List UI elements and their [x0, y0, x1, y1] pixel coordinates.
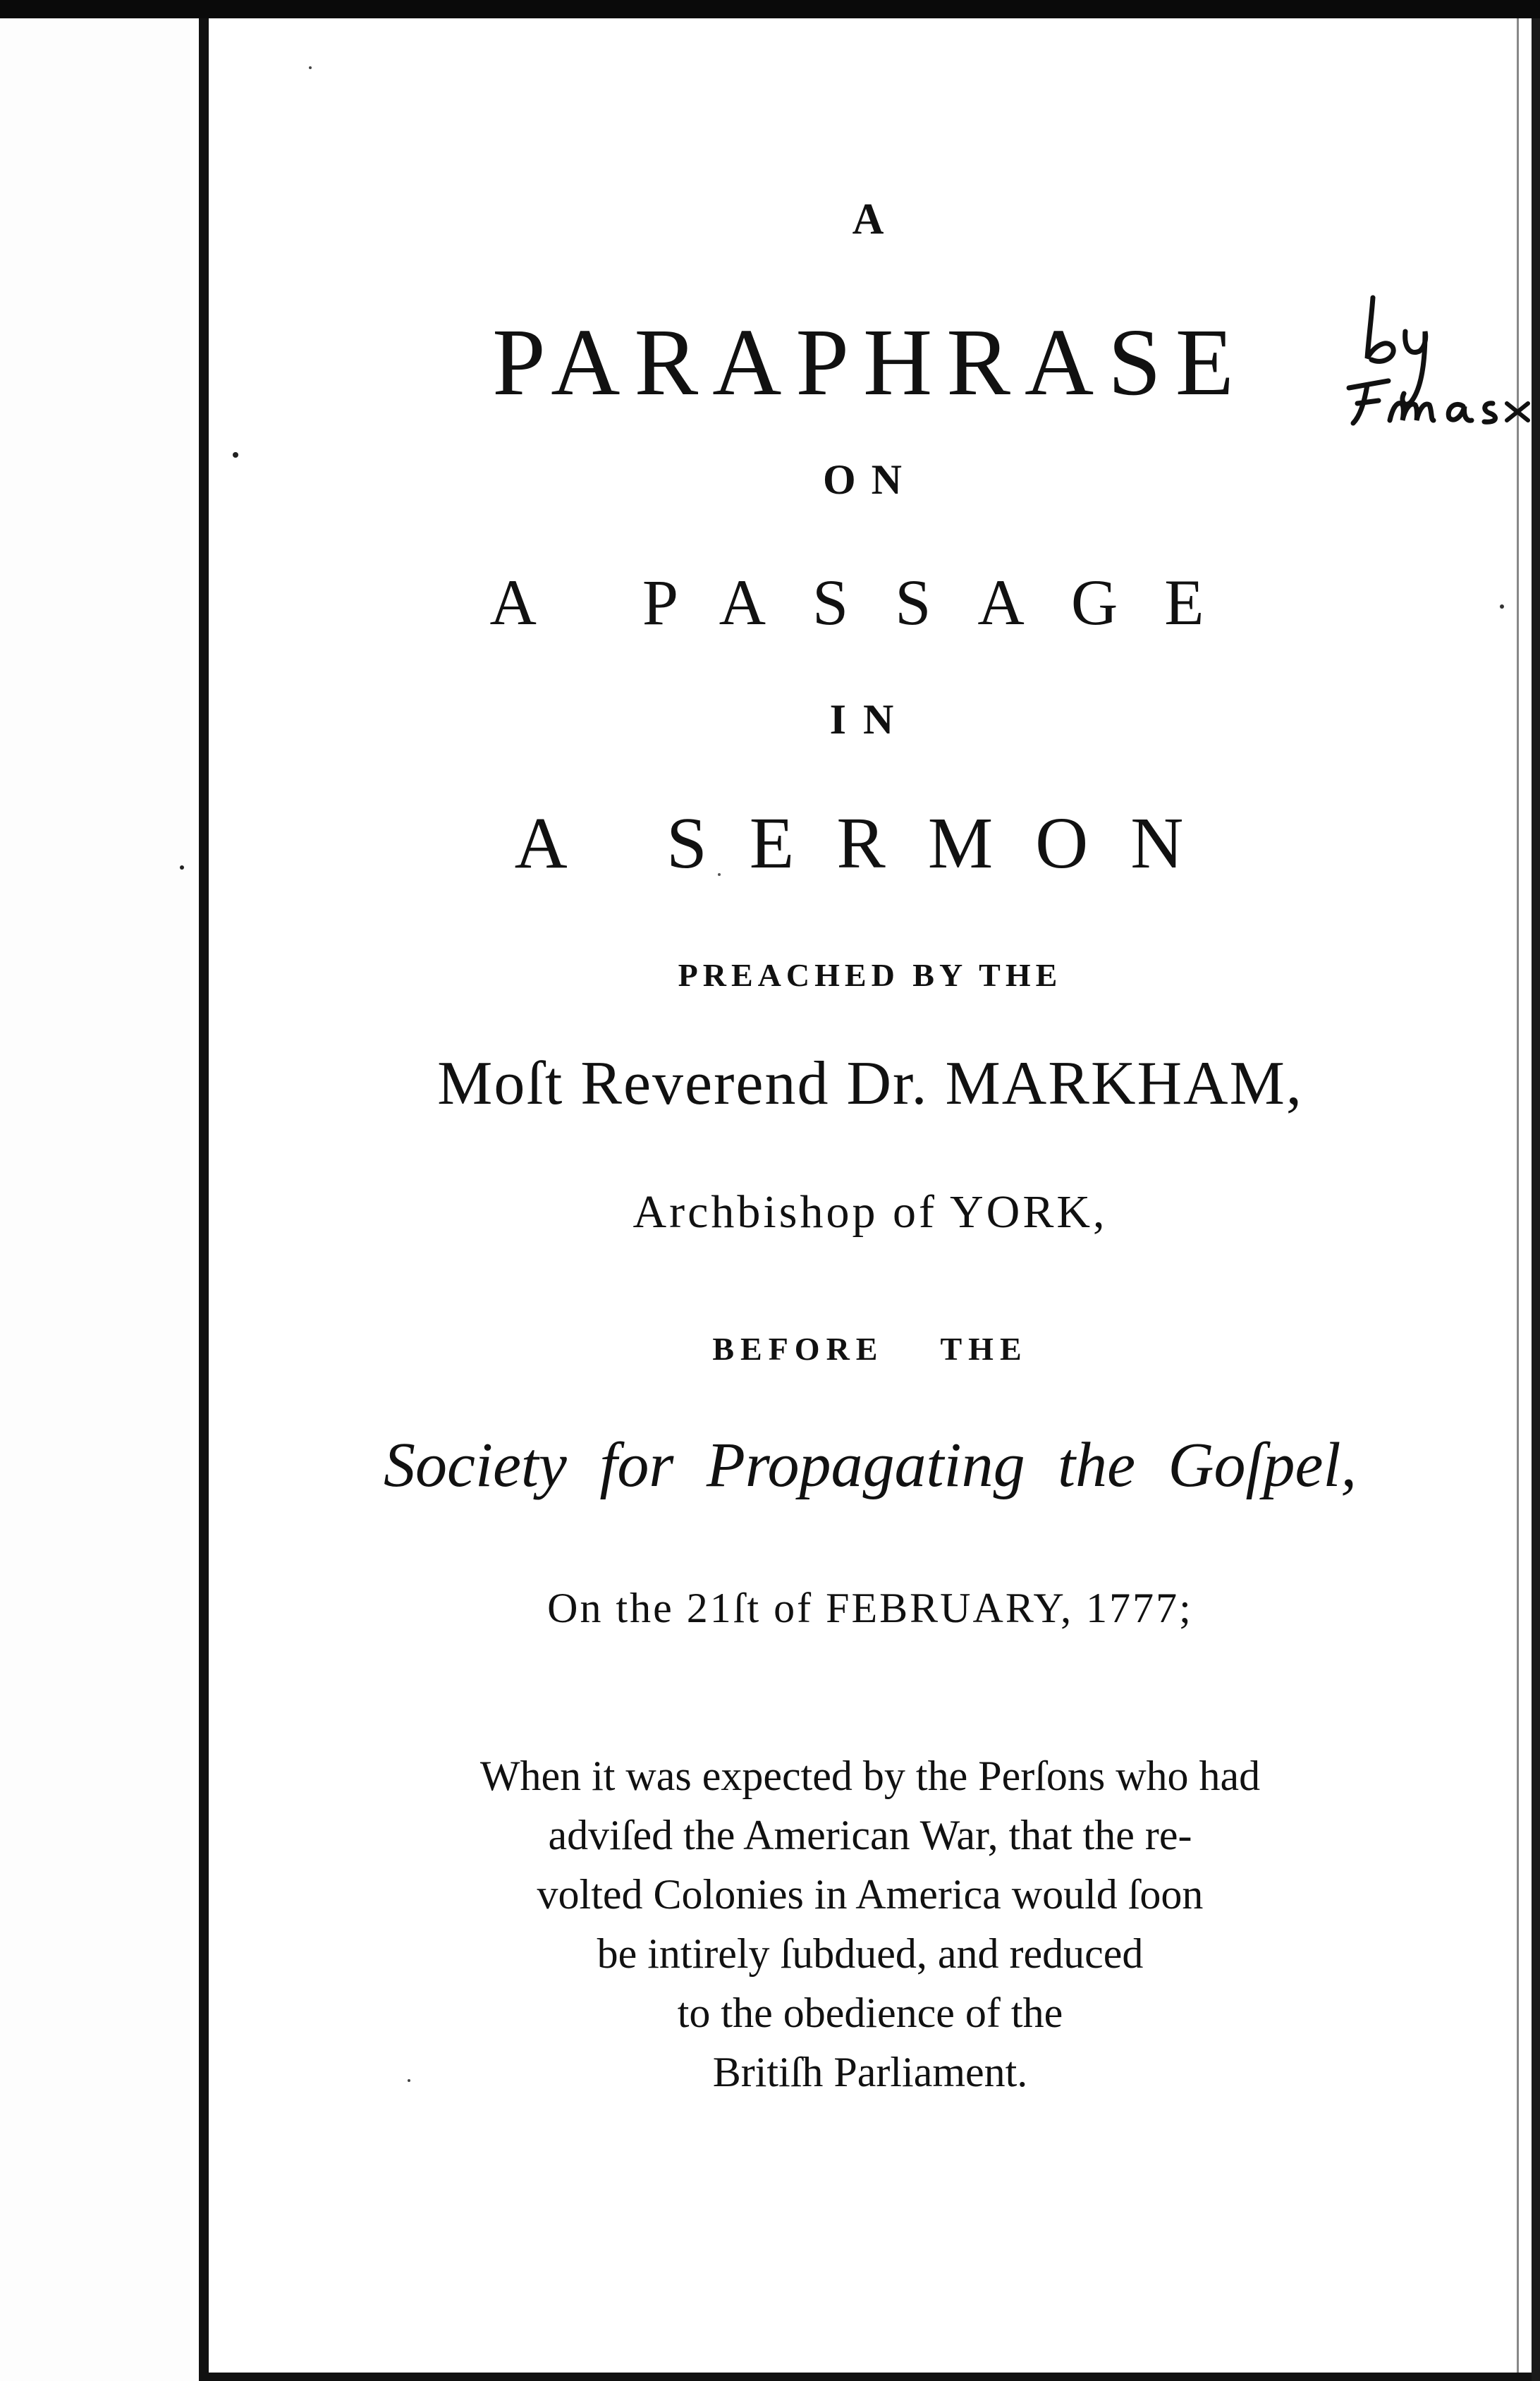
- title-page: [209, 18, 1532, 2373]
- paragraph-line: to the obedience of the: [677, 1990, 1063, 2036]
- society-name: Society for Propagating the Goſpel,: [384, 1430, 1357, 1500]
- before-word: BEFORE: [712, 1331, 884, 1367]
- paragraph-line: adviſed the American War, that the re-: [548, 1812, 1192, 1858]
- context-paragraph: [209, 1746, 1532, 2102]
- title-sermon: A SERMON: [514, 803, 1226, 884]
- preacher-office: Archbishop of YORK,: [632, 1186, 1108, 1238]
- paragraph-line: When it was expected by the Perſons who had: [479, 1753, 1261, 1799]
- preacher-name: Moſt Reverend Dr. MARKHAM,: [437, 1049, 1303, 1118]
- title-on: ON: [823, 456, 917, 503]
- handwritten-annotation: [1343, 282, 1534, 430]
- before-the-line: [209, 1330, 1532, 1368]
- title-article: A: [852, 195, 888, 243]
- paragraph-line: volted Colonies in America would ſoon: [537, 1871, 1204, 1918]
- sermon-date: On the 21ſt of FEBRUARY, 1777;: [547, 1585, 1193, 1631]
- preached-by-line: PREACHED BY THE: [678, 957, 1063, 993]
- title-passage: A PASSAGE: [489, 566, 1251, 638]
- paragraph-line: Britiſh Parliament.: [712, 2049, 1028, 2095]
- the-word: THE: [940, 1331, 1028, 1367]
- paragraph-line: be intirely ſubdued, and reduced: [597, 1930, 1144, 1977]
- title-main: PARAPHRASE: [492, 310, 1248, 415]
- title-in: IN: [829, 696, 911, 743]
